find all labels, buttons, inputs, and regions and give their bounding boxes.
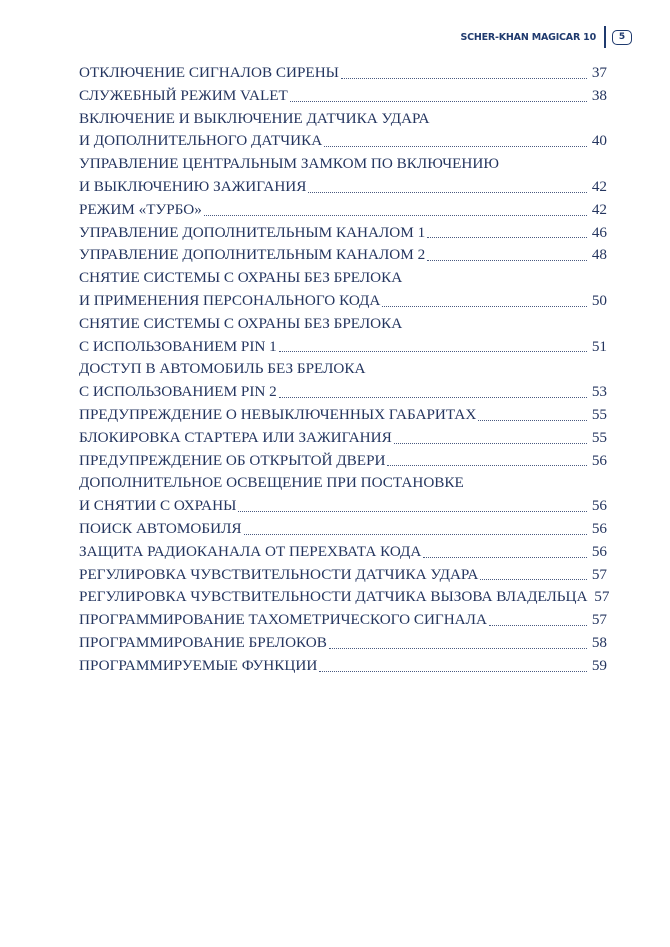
- toc-entry-title: И ПРИМЕНЕНИЯ ПЕРСОНАЛЬНОГО КОДА: [79, 291, 381, 309]
- toc-entry-title: И ВЫКЛЮЧЕНИЮ ЗАЖИГАНИЯ: [79, 177, 307, 195]
- toc-entry[interactable]: [79, 632, 607, 655]
- dot-leader: [324, 130, 587, 153]
- toc-entry-title: И ДОПОЛНИТЕЛЬНОГО ДАТЧИКА: [79, 132, 323, 150]
- toc-entry-title: РЕЖИМ «ТУРБО»: [79, 200, 202, 218]
- toc-entry-line: [79, 518, 607, 541]
- toc-entry-line: [79, 472, 607, 495]
- toc-page-number: 57: [591, 611, 607, 629]
- toc-entry[interactable]: [79, 450, 607, 473]
- dot-leader: [394, 427, 587, 450]
- toc-entry[interactable]: [79, 222, 607, 245]
- toc-entry[interactable]: [79, 62, 607, 85]
- dot-leader: [279, 381, 587, 404]
- toc-entry-title: ПРЕДУПРЕЖДЕНИЕ ОБ ОТКРЫТОЙ ДВЕРИ: [79, 451, 386, 469]
- toc-entry-line: [79, 404, 607, 427]
- toc-entry[interactable]: [79, 404, 607, 427]
- toc-page-number: 57: [594, 588, 610, 606]
- dot-leader: [478, 404, 587, 427]
- header-divider: [604, 26, 606, 48]
- toc-entry-title: ОТКЛЮЧЕНИЕ СИГНАЛОВ СИРЕНЫ: [79, 64, 339, 81]
- toc-page-number: 56: [591, 451, 607, 469]
- toc-entry-title: И СНЯТИИ С ОХРАНЫ: [79, 497, 237, 515]
- toc-entry-title: С ИСПОЛЬЗОВАНИЕМ PIN 2: [79, 383, 277, 401]
- toc-entry-title: ДОСТУП В АВТОМОБИЛЬ БЕЗ БРЕЛОКА: [79, 360, 366, 378]
- dot-leader: [382, 290, 587, 313]
- toc-entry-line: [79, 290, 607, 313]
- toc-entry[interactable]: [79, 586, 610, 609]
- toc-entry-title: ЗАЩИТА РАДИОКАНАЛА ОТ ПЕРЕХВАТА КОДА: [79, 542, 422, 560]
- toc-entry[interactable]: [79, 472, 607, 518]
- toc-entry-line: [79, 176, 607, 199]
- toc-page-number: 58: [591, 633, 607, 651]
- toc-entry-line: [79, 85, 607, 108]
- toc-page-number: 57: [591, 565, 607, 583]
- brand-title: SCHER-KHAN MAGICAR 10: [460, 31, 596, 43]
- dot-leader: [238, 495, 587, 518]
- toc-page-number: 40: [591, 132, 607, 150]
- toc-entry-line: [79, 267, 607, 290]
- toc-entry-line: [79, 62, 607, 85]
- toc-entry-line: [79, 495, 607, 518]
- toc-entry-title: ПРОГРАММИРОВАНИЕ БРЕЛОКОВ: [79, 633, 327, 651]
- toc-entry-title: ДОПОЛНИТЕЛЬНОЕ ОСВЕЩЕНИЕ ПРИ ПОСТАНОВКЕ: [79, 474, 464, 492]
- toc-entry-title: УПРАВЛЕНИЕ ДОПОЛНИТЕЛЬНЫМ КАНАЛОМ 2: [79, 246, 426, 264]
- page-number-badge: 5: [612, 30, 632, 45]
- toc-entry[interactable]: [79, 564, 607, 587]
- toc-entry-line: [79, 655, 607, 678]
- toc-page-number: 50: [591, 291, 607, 309]
- toc-entry[interactable]: [79, 244, 607, 267]
- toc-entry-line: [79, 199, 607, 222]
- toc-page-number: 42: [591, 177, 607, 195]
- toc-entry-line: [79, 244, 607, 267]
- toc-entry-line: [79, 541, 607, 564]
- toc-entry[interactable]: [79, 199, 607, 222]
- toc-entry-line: [79, 564, 607, 587]
- table-of-contents: [79, 62, 610, 678]
- toc-entry-line: [79, 381, 607, 404]
- toc-entry[interactable]: [79, 427, 607, 450]
- toc-entry-line: [79, 222, 607, 245]
- toc-entry-title: ПРОГРАММИРОВАНИЕ ТАХОМЕТРИЧЕСКОГО СИГНАЛА: [79, 611, 487, 629]
- toc-page-number: 42: [591, 200, 607, 218]
- toc-page-number: 46: [591, 223, 607, 241]
- toc-entry[interactable]: [79, 541, 607, 564]
- toc-entry-line: [79, 427, 607, 450]
- toc-entry-line: [79, 336, 607, 359]
- toc-page-number: 56: [591, 542, 607, 560]
- toc-page-number: 37: [591, 64, 607, 81]
- toc-entry-title: РЕГУЛИРОВКА ЧУВСТВИТЕЛЬНОСТИ ДАТЧИКА ВЫЗОВА ВЛАДЕЛЬЦА: [79, 588, 588, 606]
- toc-entry-title: БЛОКИРОВКА СТАРТЕРА ИЛИ ЗАЖИГАНИЯ: [79, 428, 392, 446]
- toc-page-number: 55: [591, 405, 607, 423]
- dot-leader: [489, 609, 587, 632]
- toc-entry-title: УПРАВЛЕНИЕ ДОПОЛНИТЕЛЬНЫМ КАНАЛОМ 1: [79, 223, 426, 241]
- toc-entry[interactable]: [79, 518, 607, 541]
- dot-leader: [427, 244, 587, 267]
- toc-page-number: 48: [591, 246, 607, 264]
- dot-leader: [290, 85, 587, 108]
- dot-leader: [341, 62, 587, 85]
- dot-leader: [329, 632, 587, 655]
- dot-leader: [244, 518, 588, 541]
- toc-page-number: 56: [591, 497, 607, 515]
- toc-page-number: 53: [591, 383, 607, 401]
- dot-leader: [480, 564, 587, 587]
- dot-leader: [387, 450, 587, 473]
- toc-entry-title: ВКЛЮЧЕНИЕ И ВЫКЛЮЧЕНИЕ ДАТЧИКА УДАРА: [79, 109, 430, 127]
- toc-entry-title: РЕГУЛИРОВКА ЧУВСТВИТЕЛЬНОСТИ ДАТЧИКА УДАРА: [79, 565, 479, 583]
- toc-entry[interactable]: [79, 267, 607, 313]
- running-header: [460, 26, 632, 48]
- toc-page-number: 56: [591, 519, 607, 537]
- toc-entry-line: [79, 609, 607, 632]
- toc-entry-title: УПРАВЛЕНИЕ ЦЕНТРАЛЬНЫМ ЗАМКОМ ПО ВКЛЮЧЕНИЮ: [79, 155, 499, 173]
- toc-entry-line: [79, 313, 607, 336]
- toc-entry-line: [79, 586, 610, 609]
- toc-entry-line: [79, 130, 607, 153]
- toc-entry[interactable]: [79, 655, 607, 678]
- toc-entry-title: СНЯТИЕ СИСТЕМЫ С ОХРАНЫ БЕЗ БРЕЛОКА: [79, 314, 403, 332]
- dot-leader: [319, 655, 587, 678]
- toc-entry[interactable]: [79, 358, 607, 404]
- toc-page-number: 55: [591, 428, 607, 446]
- toc-page-number: 59: [591, 656, 607, 674]
- toc-entry[interactable]: [79, 313, 607, 359]
- dot-leader: [204, 199, 587, 222]
- dot-leader: [308, 176, 587, 199]
- toc-entry-title: СНЯТИЕ СИСТЕМЫ С ОХРАНЫ БЕЗ БРЕЛОКА: [79, 269, 403, 287]
- toc-page-number: 38: [591, 86, 607, 104]
- toc-entry-title: СЛУЖЕБНЫЙ РЕЖИМ VALET: [79, 86, 288, 104]
- toc-page-number: 51: [591, 337, 607, 355]
- toc-entry-title: ПРОГРАММИРУЕМЫЕ ФУНКЦИИ: [79, 656, 318, 674]
- toc-entry-line: [79, 632, 607, 655]
- toc-entry[interactable]: [79, 108, 607, 154]
- toc-entry-line: [79, 450, 607, 473]
- dot-leader: [423, 541, 587, 564]
- toc-entry-line: [79, 108, 607, 131]
- toc-entry[interactable]: [79, 153, 607, 199]
- dot-leader: [427, 222, 587, 245]
- dot-leader: [279, 336, 587, 359]
- toc-entry-title: ПРЕДУПРЕЖДЕНИЕ О НЕВЫКЛЮЧЕННЫХ ГАБАРИТАХ: [79, 405, 477, 423]
- toc-entry[interactable]: [79, 609, 607, 632]
- toc-entry[interactable]: [79, 85, 607, 108]
- toc-entry-title: ПОИСК АВТОМОБИЛЯ: [79, 519, 242, 537]
- toc-entry-line: [79, 358, 607, 381]
- toc-entry-title: С ИСПОЛЬЗОВАНИЕМ PIN 1: [79, 337, 277, 355]
- toc-entry-line: [79, 153, 607, 176]
